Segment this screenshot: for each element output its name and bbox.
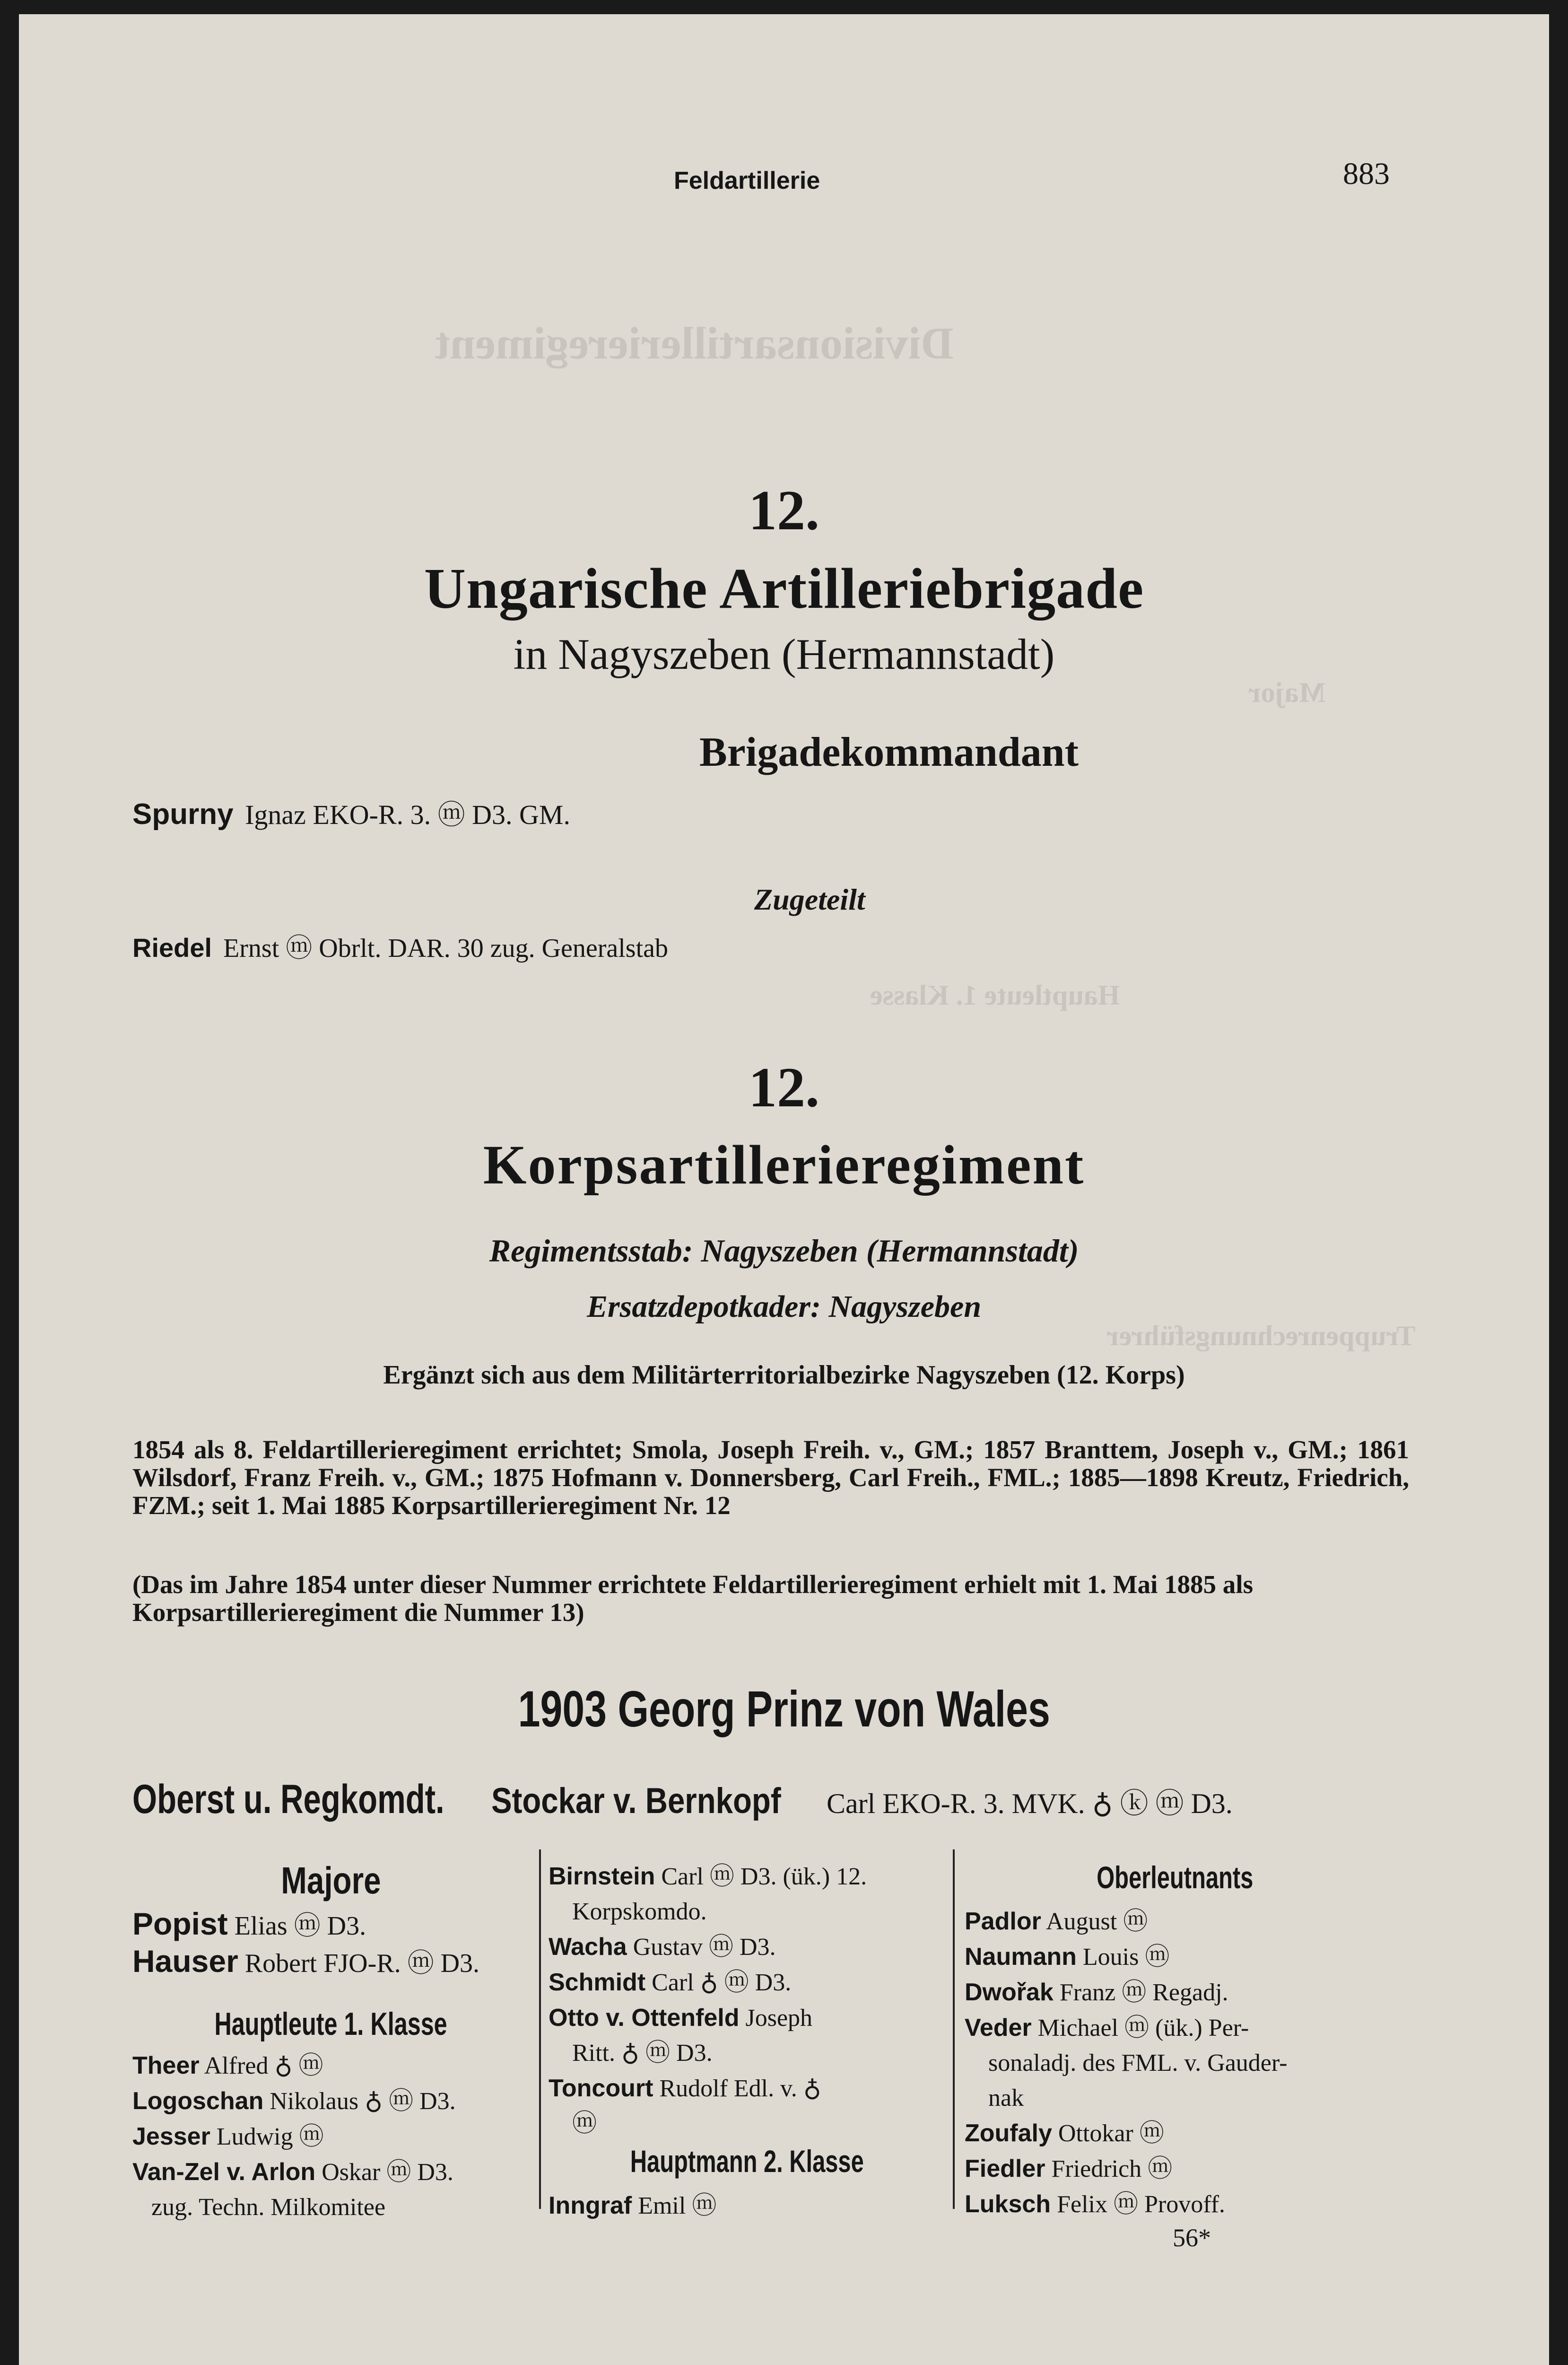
list-item: Ritt. ♁ ⓜ D3. [572, 2040, 713, 2067]
middle-list [549, 1859, 867, 2141]
assigned-heading: Zugeteilt [754, 883, 865, 916]
commander-entry [132, 792, 570, 832]
colonel-name: Stockar v. Bernkopf [491, 1781, 781, 1821]
oberleutnants-heading: Oberleutnants [1097, 1860, 1254, 1895]
column-divider [539, 1849, 541, 2209]
regiment-supplement: Ergänzt sich aus dem Militärterritorialbezirke Nagyszeben (12. Korps) [383, 1360, 1185, 1390]
list-item: Popist Elias ⓜ D3. [132, 1906, 366, 1941]
list-item: Wacha Gustav ⓜ D3. [549, 1933, 776, 1961]
brigade-command-heading: Brigadekommandant [699, 729, 1079, 775]
regiment-history: 1854 als 8. Feldartillerieregiment errichtet; Smola, Joseph Freih. v., GM.; 1857 Branttem, Joseph v., GM.; 1861 Wilsdorf, Franz Freih. v., GM.; 1875 Hofmann v. Donnersberg, Carl Freih., FML.; 1885—1898 Kreutz, Friedrich, FZM.; seit 1. Mai 1885 Korpsartillerieregiment Nr. 12 [132, 1435, 1409, 1520]
depot-value: Nagyszeben [828, 1289, 982, 1324]
assigned-name: Riedel [132, 933, 212, 963]
list-item: Naumann Louis ⓜ [965, 1943, 1170, 1971]
page-number: 883 [1343, 157, 1390, 191]
depot-label: Ersatzdepotkader: [586, 1289, 821, 1324]
commander-name: Spurny [132, 798, 234, 831]
assigned-entry [132, 927, 668, 965]
list-item: Toncourt Rudolf Edl. v. ♁ [549, 2075, 821, 2102]
bleed-through-text: Major [1248, 677, 1326, 708]
list-item: Veder Michael ⓜ (ük.) Per- [965, 2014, 1249, 2041]
assigned-details: Ernst ⓜ Obrlt. DAR. 30 zug. Generalstab [223, 934, 668, 963]
list-item: Zoufaly Ottokar ⓜ [965, 2120, 1164, 2147]
list-item: Schmidt Carl ♁ ⓜ D3. [549, 1969, 792, 1996]
list-item: sonaladj. des FML. v. Gauder- [988, 2050, 1288, 2076]
hauptmann2-heading: Hauptmann 2. Klasse [630, 2144, 864, 2179]
list-item: Hauser Robert FJO-R. ⓜ D3. [132, 1944, 480, 1979]
oberleutnants-list [965, 1904, 1287, 2222]
list-item: Dwořak Franz ⓜ Regadj. [965, 1979, 1228, 2006]
staff-value: Nagyszeben (Hermannstadt) [701, 1233, 1079, 1269]
list-item: ⓜ [572, 2110, 597, 2137]
bleed-through-text: Divisionsartillerieregiment [435, 318, 954, 368]
hauptleute-heading: Hauptleute 1. Klasse [214, 2006, 448, 2042]
list-item: Van-Zel v. Arlon Oskar ⓜ D3. [132, 2158, 453, 2186]
scanned-page [19, 14, 1549, 2365]
list-item: Theer Alfred ♁ ⓜ [132, 2052, 323, 2079]
brigade-title: Ungarische Artilleriebrigade [424, 557, 1144, 621]
hauptmann2-item: Inngraf Emil ⓜ [549, 2192, 717, 2219]
list-item: zug. Techn. Milkomitee [151, 2194, 386, 2221]
majore-list [132, 1906, 479, 1981]
list-item: Korpskomdo. [572, 1898, 707, 1925]
list-item: Logoschan Nikolaus ♁ ⓜ D3. [132, 2087, 456, 2115]
bleed-through-text: Hauptleute 1. Klasse [870, 980, 1120, 1011]
majore-heading: Majore [281, 1859, 381, 1901]
patron-text: 1903 Georg Prinz von Wales [518, 1680, 1050, 1737]
regiment-patron [19, 1679, 1549, 1738]
staff-label: Regimentsstab: [489, 1233, 693, 1269]
regiment-note: (Das im Jahre 1854 unter dieser Nummer errichtete Feldartillerieregiment erhielt mit 1. Mai 1885 als Korpsartillerieregiment die Nummer 13) [132, 1570, 1253, 1627]
hauptleute-list [132, 2048, 456, 2225]
regiment-staff [19, 1232, 1549, 1270]
regiment-number: 12. [749, 1056, 819, 1119]
bleed-through-text: Truppenrechnungsführer [1106, 1320, 1416, 1351]
list-item: Luksch Felix ⓜ Provoff. [965, 2190, 1225, 2218]
list-item: Padlor August ⓜ [965, 1908, 1148, 1935]
running-header: Feldartillerie [674, 167, 820, 194]
list-item: Jesser Ludwig ⓜ [132, 2123, 324, 2150]
regiment-title: Korpsartillerieregiment [483, 1134, 1085, 1196]
colonel-entry [132, 1776, 1233, 1823]
regiment-depot [19, 1289, 1549, 1325]
colonel-title: Oberst u. Regkomdt. [132, 1777, 444, 1822]
brigade-location: in Nagyszeben (Hermannstadt) [513, 630, 1055, 678]
commander-details: Ignaz EKO-R. 3. ⓜ D3. GM. [245, 799, 570, 830]
brigade-number: 12. [749, 479, 819, 542]
signature-mark: 56* [1173, 2224, 1211, 2252]
list-item: Birnstein Carl ⓜ D3. (ük.) 12. [549, 1863, 867, 1890]
column-divider [953, 1849, 955, 2209]
colonel-details: Carl EKO-R. 3. MVK. ♁ ⓚ ⓜ D3. [827, 1788, 1233, 1819]
list-item: Fiedler Friedrich ⓜ [965, 2155, 1173, 2182]
list-item: Otto v. Ottenfeld Joseph [549, 2004, 813, 2032]
list-item: nak [988, 2085, 1024, 2111]
